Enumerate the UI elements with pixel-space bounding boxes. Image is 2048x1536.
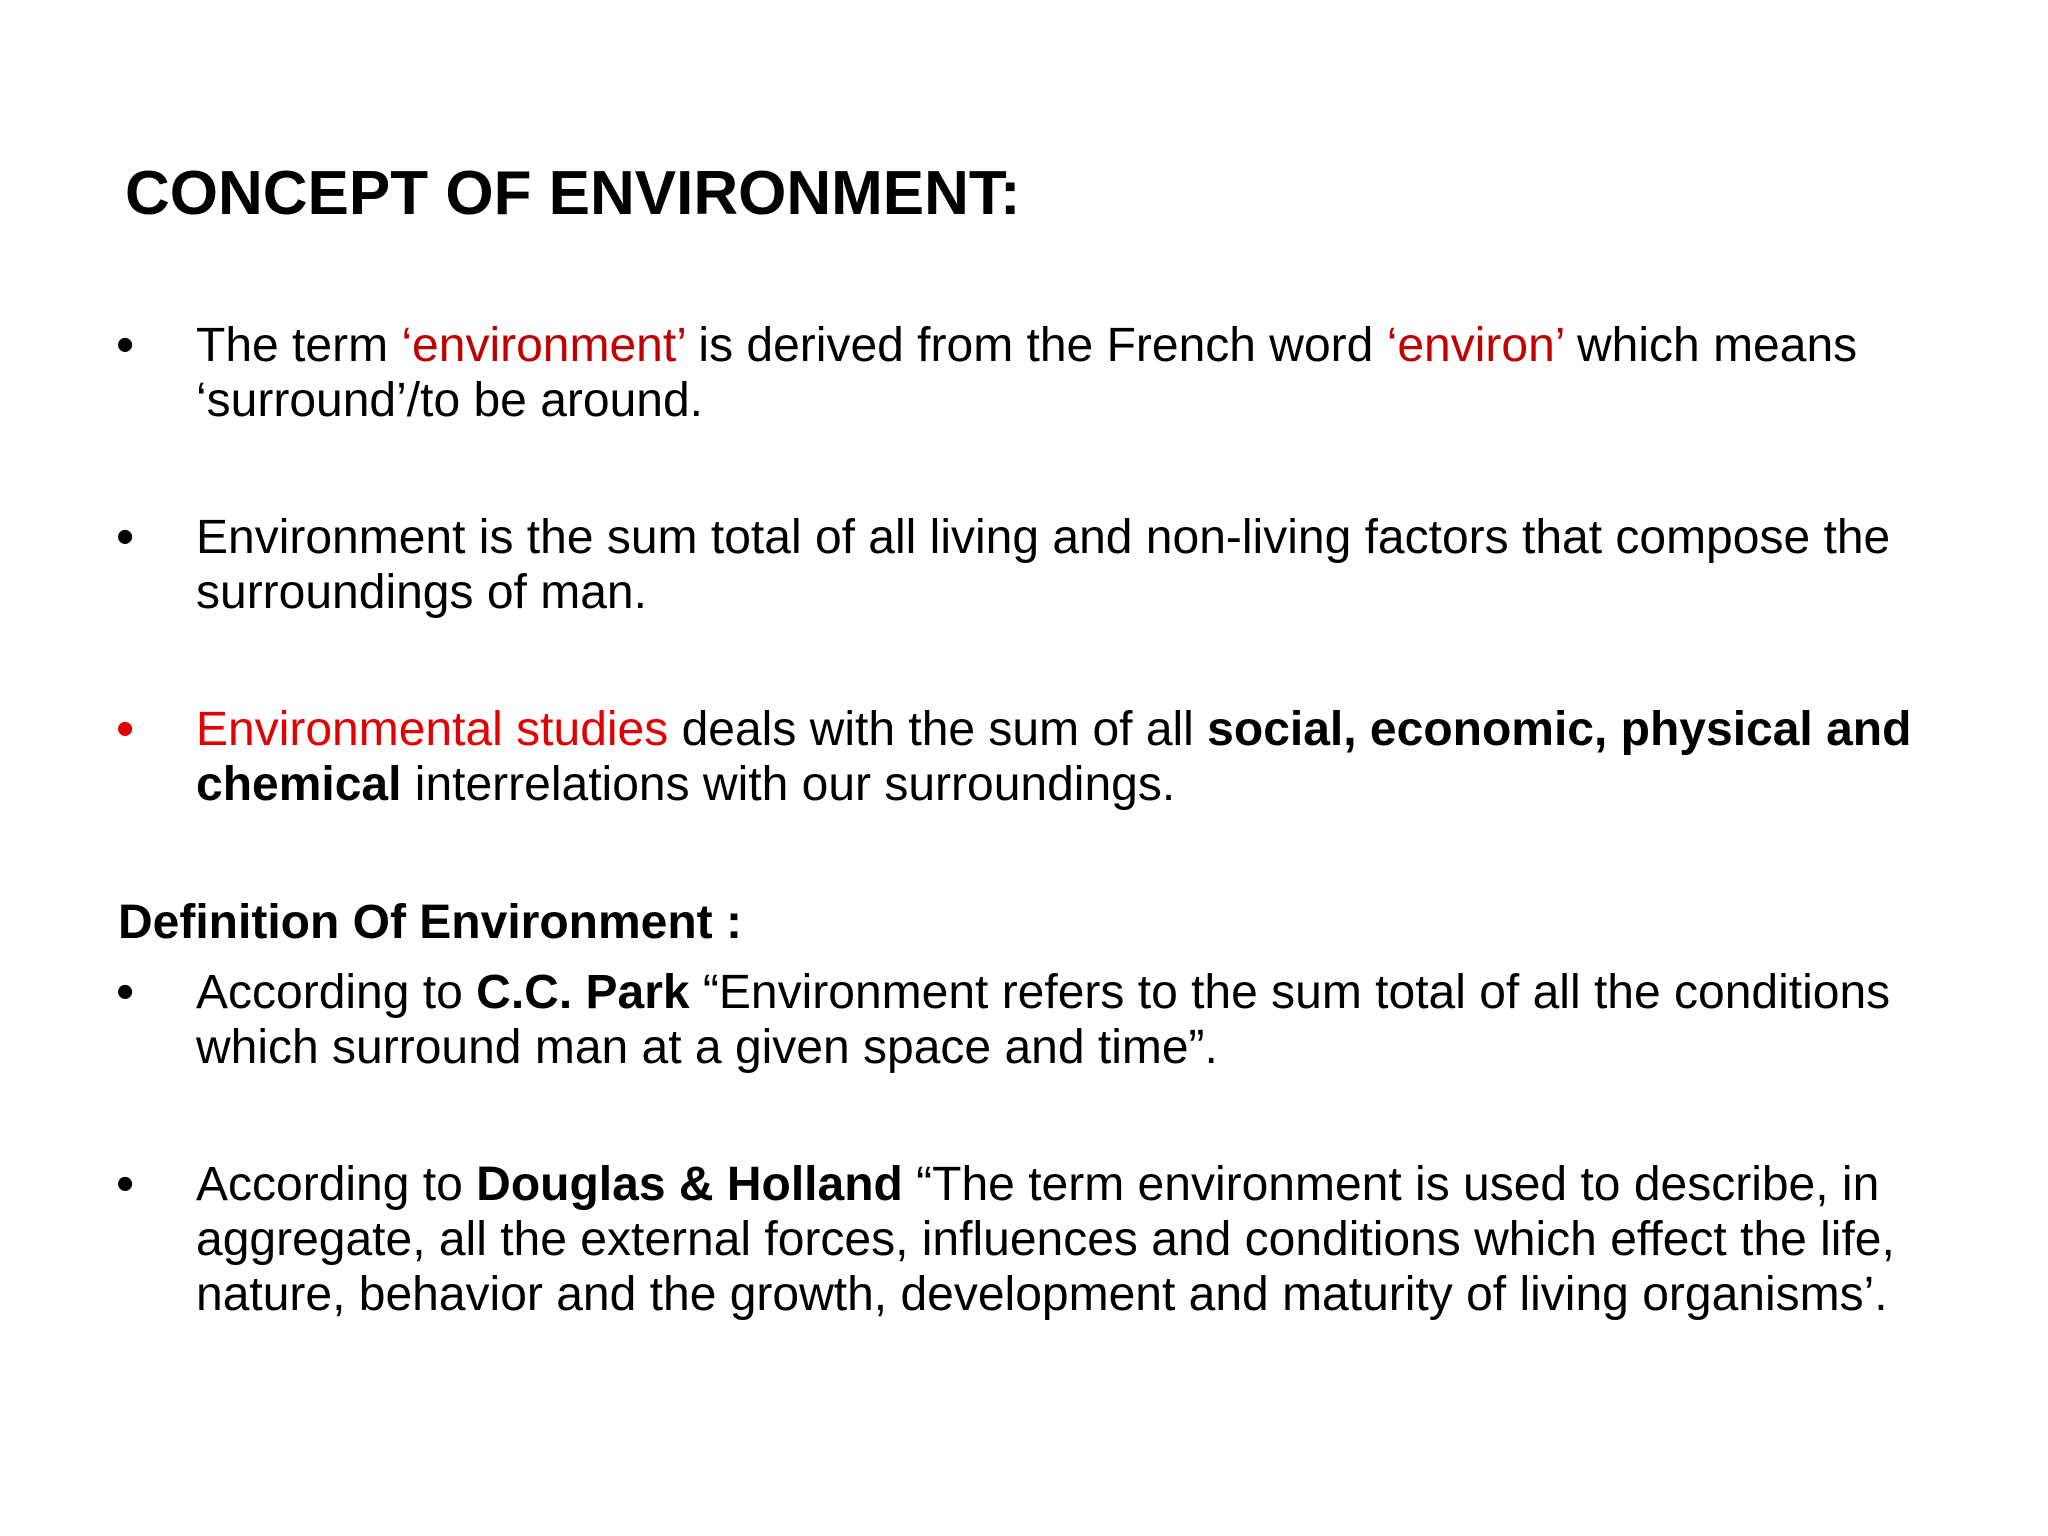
definition-item-cc-park — [116, 965, 1966, 1075]
bullet-text — [196, 318, 1966, 428]
bullet-marker: • — [116, 700, 135, 758]
bullet-item-sum-total — [116, 510, 1966, 620]
definition-text — [196, 965, 1966, 1075]
text-segment: “The term environment is used to describe, in aggregate, all the external forces, influences and conditions which effect the life, nature, behavior and the growth, development and maturity of living organisms’. — [196, 1158, 1895, 1321]
author-name: Douglas & Holland — [476, 1158, 903, 1211]
highlight-environment: ‘environment’ — [401, 319, 686, 372]
text-segment: According to — [196, 1158, 477, 1211]
text-segment: is derived from the French word — [685, 319, 1387, 372]
slide-title: CONCEPT OF ENVIRONMENT: — [125, 159, 1021, 228]
definition-item-douglas-holland — [116, 1157, 1966, 1322]
bullet-marker: • — [116, 508, 135, 566]
definition-heading: Definition Of Environment : — [118, 896, 742, 949]
bullet-marker: • — [116, 316, 135, 374]
bullet-marker: • — [116, 963, 135, 1021]
bullet-marker: • — [116, 1155, 135, 1213]
text-segment: interrelations with our surroundings. — [401, 758, 1176, 811]
text-segment: deals with the sum of all — [668, 703, 1208, 756]
bold-segment: social, economic, physical and chemical — [196, 703, 1912, 811]
text-segment: “Environment refers to the sum total of all the conditions which surround man at a given space and time”. — [196, 966, 1891, 1074]
highlight-environmental-studies: Environmental studies — [196, 703, 669, 756]
bullet-item-environmental-studies — [116, 702, 1966, 812]
definition-text — [196, 1157, 1966, 1322]
bullet-text: Environment is the sum total of all living and non-living factors that compose the surroundings of man. — [196, 511, 1891, 619]
author-name: C.C. Park — [476, 966, 690, 1019]
bullet-item-term-origin — [116, 318, 1966, 428]
text-segment: which means ‘surround’/to be around. — [196, 319, 1858, 427]
text-segment: According to — [196, 966, 477, 1019]
highlight-environ: ‘environ’ — [1386, 319, 1564, 372]
text-segment: The term — [196, 319, 402, 372]
bullet-text — [196, 702, 1966, 812]
